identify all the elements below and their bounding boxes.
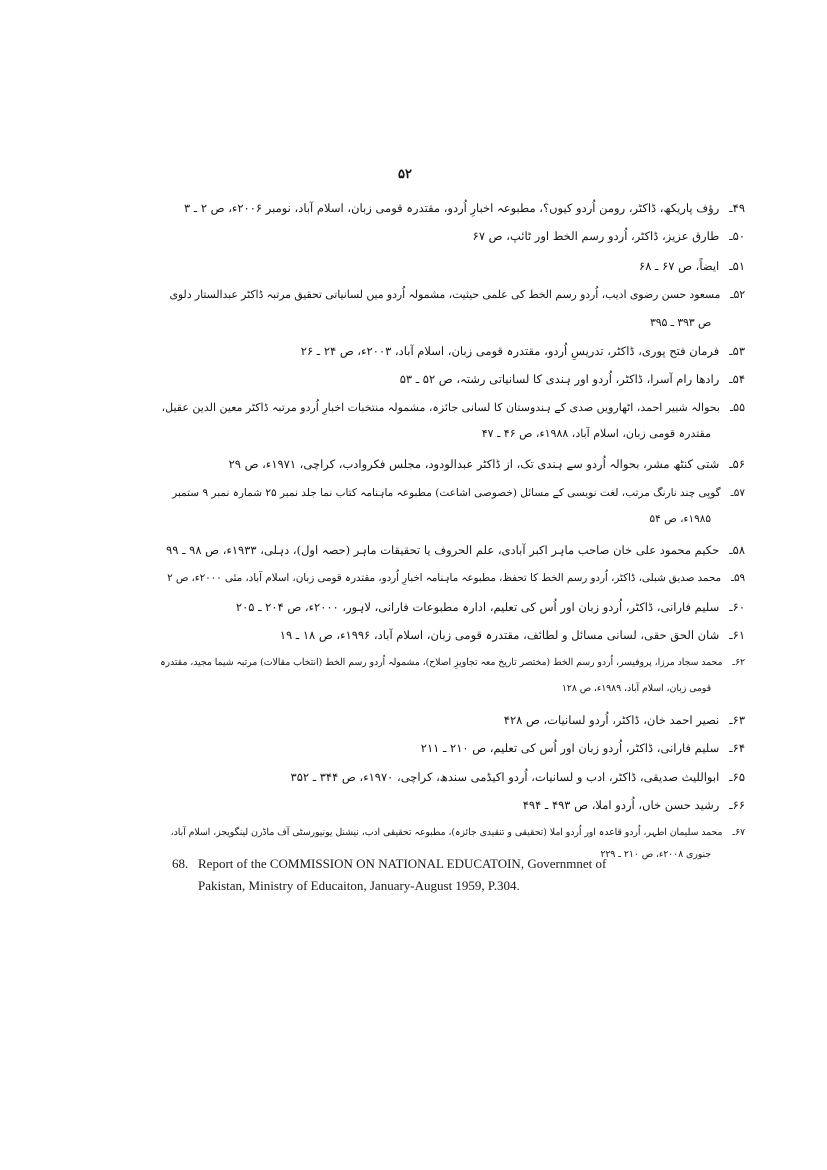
english-reference xyxy=(172,853,672,897)
reference-continuation: ۱۹۸۵ء، ص ۵۴ xyxy=(649,513,711,525)
reference-text: شتی کنٹھ مشر، بحوالہ اُردو سے ہندی تک، از ڈاکٹر عبدالودود، مجلس فکروادب، کراچی، ۱۹۷۱ء، ص ۲۹ xyxy=(228,457,720,471)
reference-continuation: مقتدرہ قومی زبان، اسلام آباد، ۱۹۸۸ء، ص ۴۶ ـ ۴۷ xyxy=(481,427,711,440)
reference-number: ۶۱ـ xyxy=(729,628,745,642)
reference-item xyxy=(280,625,745,645)
reference-text: گوپی چند نارنگ مرتب، لغت نویسی کے مسائل (خصوصی اشاعت) مطبوعہ ماہنامہ کتاب نما جلد نمبر ۲۵ شمارہ نمبر ۹ ستمبر xyxy=(172,487,721,499)
reference-item xyxy=(162,398,745,444)
english-reference-number: 68. xyxy=(172,856,189,871)
reference-text: نصیر احمد خان، ڈاکٹر، اُردو لسانیات، ص ۴۲۸ xyxy=(503,713,720,727)
reference-continuation: قومی زبان، اسلام آباد، ۱۹۸۹ء، ص ۱۲۸ xyxy=(561,683,711,694)
reference-text: طارق عزیز، ڈاکٹر، اُردو رسم الخط اور ٹائپ، ص ۶۷ xyxy=(472,229,720,243)
reference-number: ۶۰ـ xyxy=(729,600,745,614)
reference-number: ۵۵ـ xyxy=(729,401,745,414)
reference-number: ۵۶ـ xyxy=(729,457,745,471)
reference-text: رؤف پاریکھ، ڈاکٹر، رومن اُردو کیوں؟، مطبوعہ اخبارِ اُردو، مقتدرہ قومی زبان، اسلام آباد، نومبر ۲۰۰۶ء، ص ۲ ـ ۳ xyxy=(183,201,720,215)
reference-text: ایضاً، ص ۶۷ ـ ۶۸ xyxy=(639,259,720,273)
reference-number: ۵۹ـ xyxy=(730,572,745,584)
reference-number: ۵۰ـ xyxy=(729,229,745,243)
reference-text: شان الحق حقی، لسانی مسائل و لطائف، مقتدرہ قومی زبان، اسلام آباد، ۱۹۹۶ء، ص ۱۸ ـ ۱۹ xyxy=(279,628,720,642)
reference-item xyxy=(523,795,745,815)
reference-number: ۵۲ـ xyxy=(730,288,745,301)
reference-text: رشید حسن خاں، اُردو املا، ص ۴۹۳ ـ ۴۹۴ xyxy=(522,798,720,812)
reference-text: محمد سلیمان اطہر، اُردو قاعدہ اور اُردو املا (تحقیقی و تنقیدی جائزہ)، مطبوعہ تحقیقی ادب، نیشنل یونیورسٹی آف ماڈرن لینگویجز، اسلام آباد، xyxy=(170,827,723,838)
reference-text: سلیم فارانی، ڈاکٹر، اُردو زبان اور اُس کی تعلیم، ادارہ مطبوعات فارانی، لاہور، ۲۰۰۰ء، ص ۲۰۴ ـ ۲۰۵ xyxy=(235,600,720,614)
reference-text: ابواللیث صدیقی، ڈاکٹر، ادب و لسانیات، اُردو اکیڈمی سندھ، کراچی، ۱۹۷۰ء، ص ۳۴۴ ـ ۳۵۲ xyxy=(290,770,720,784)
reference-number: ۵۸ـ xyxy=(729,543,745,557)
reference-text: فرمان فتح پوری، ڈاکٹر، تدریسِ اُردو، مقتدرہ قومی زبان، اسلام آباد، ۲۰۰۳ء، ص ۲۴ ـ ۲۶ xyxy=(300,344,720,358)
reference-item xyxy=(160,653,745,699)
reference-number: ۵۱ـ xyxy=(729,259,745,273)
reference-number: ۶۵ـ xyxy=(729,770,745,784)
reference-item xyxy=(504,710,745,730)
reference-number: ۶۷ـ xyxy=(732,827,745,838)
reference-item xyxy=(301,341,745,361)
reference-number: ۴۹ـ xyxy=(729,201,745,215)
reference-text: بحوالہ شبیر احمد، اٹھارویں صدی کے ہندوستان کا لسانی جائزہ، مشمولہ منتخبات اخبارِ اُردو مرتبہ ڈاکٹر معین الدین عقیل، xyxy=(161,401,720,414)
english-reference-continuation: Pakistan, Ministry of Educaiton, January-August 1959, P.304. xyxy=(198,878,520,893)
reference-number: ۵۷ـ xyxy=(730,487,745,499)
reference-item xyxy=(167,568,745,588)
reference-text: رادھا رام آسرا، ڈاکٹر، اُردو اور ہندی کا لسانیاتی رشتہ، ص ۵۲ ـ ۵۳ xyxy=(399,372,720,386)
reference-item xyxy=(400,369,745,389)
reference-item xyxy=(473,226,745,246)
reference-number: ۶۶ـ xyxy=(729,798,745,812)
reference-item xyxy=(184,198,745,218)
reference-text: حکیم محمود علی خان صاحب ماہر اکبر آبادی، علم الحروف یا تحقیقات ماہر (حصہ اول)، دہلی، ۱۹۳۳ء، ص ۹۸ ـ ۹۹ xyxy=(166,543,720,557)
english-reference-text: Report of the COMMISSION ON NATIONAL EDUCATOIN, Governmnet of xyxy=(198,856,607,871)
reference-text: سلیم فارانی، ڈاکٹر، اُردو زبان اور اُس کی تعلیم، ص ۲۱۰ ـ ۲۱۱ xyxy=(420,741,720,755)
reference-item xyxy=(236,597,745,617)
reference-text: محمد سجاد مرزا، پروفیسر، اُردو رسم الخط (مختصر تاریخ معہ تجاویزِ اصلاح)، مشمولہ اُردو رسم الخط (انتخاب مقالات) مرتبہ شیما مجید، مقتدرہ xyxy=(160,657,723,668)
reference-number: ۶۴ـ xyxy=(729,741,745,755)
reference-item xyxy=(169,285,745,333)
reference-item xyxy=(172,483,745,529)
reference-item xyxy=(639,256,745,276)
reference-number: ۵۴ـ xyxy=(729,372,745,386)
reference-item xyxy=(166,540,745,560)
page-number: ۵۲ xyxy=(398,167,412,182)
reference-continuation: ص ۳۹۳ ـ ۳۹۵ xyxy=(649,316,711,329)
reference-text: محمد صدیق شبلی، ڈاکٹر، اُردو رسم الخط کا تحفظ، مطبوعہ ماہنامہ اخبارِ اُردو، مقتدرہ قومی زبان، اسلام آباد، مئی ۲۰۰۰ء، ص ۲ xyxy=(167,572,721,584)
reference-item xyxy=(291,767,745,787)
reference-item xyxy=(421,738,745,758)
reference-item xyxy=(229,454,745,474)
reference-number: ۵۳ـ xyxy=(729,344,745,358)
reference-continuation: جنوری ۲۰۰۸ء، ص ۲۱۰ ـ ۲۲۹ xyxy=(600,849,711,860)
reference-number: ۶۲ـ xyxy=(732,657,745,668)
reference-number: ۶۳ـ xyxy=(729,713,745,727)
reference-text: مسعود حسن رضوی ادیب، اُردو رسم الخط کی علمی حیثیت، مشمولہ اُردو میں لسانیاتی تحقیق مرتبہ ڈاکٹر عبدالستار دلوی xyxy=(169,288,721,301)
